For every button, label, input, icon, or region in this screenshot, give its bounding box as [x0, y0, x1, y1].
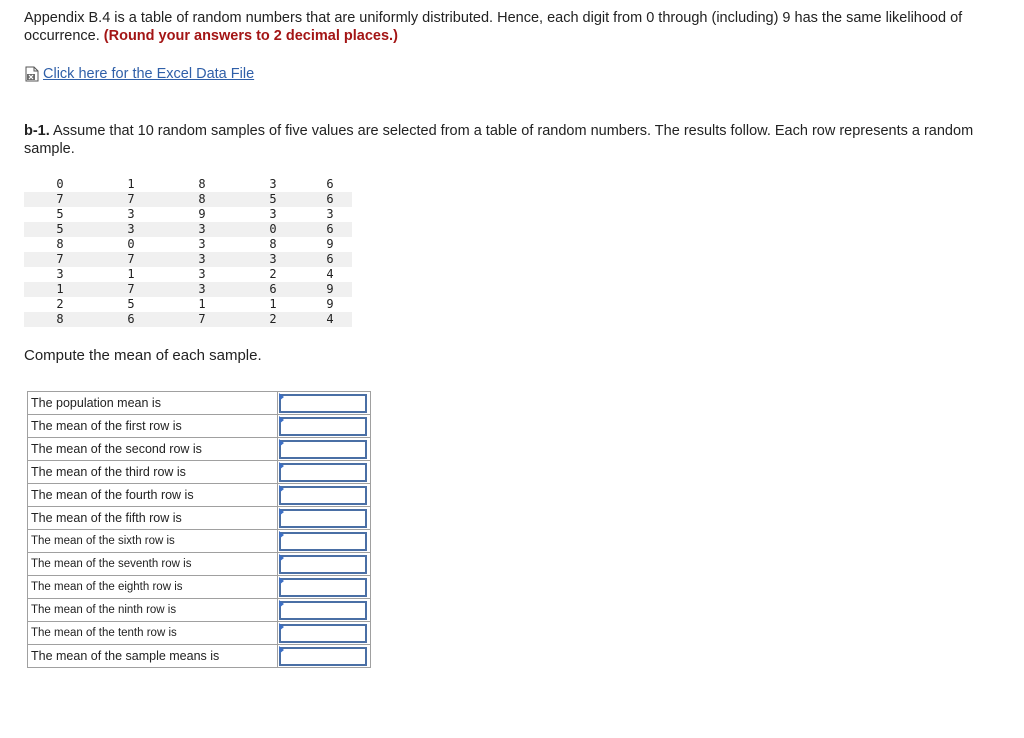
answer-input[interactable]	[279, 417, 367, 436]
sample-cell: 3	[166, 282, 238, 297]
sample-row	[24, 237, 352, 252]
answer-cell	[278, 415, 371, 438]
answer-input[interactable]	[279, 509, 367, 528]
answer-row	[28, 392, 371, 415]
sample-cell: 2	[238, 312, 308, 327]
sample-cell: 8	[166, 192, 238, 207]
rounding-instruction: (Round your answers to 2 decimal places.)	[103, 28, 398, 44]
answer-cell	[278, 484, 371, 507]
answer-label: The mean of the tenth row is	[28, 622, 278, 645]
intro-text: Appendix B.4 is a table of random numbers that are uniformly distributed. Hence, each digit from 0 through (including) 9 has the same likelihood of occurrence.	[24, 10, 963, 44]
answer-input[interactable]	[279, 532, 367, 551]
answer-label: The mean of the ninth row is	[28, 599, 278, 622]
sample-cell: 6	[308, 252, 352, 267]
answer-input[interactable]	[279, 647, 367, 666]
answer-label: The mean of the fifth row is	[28, 507, 278, 530]
sample-row	[24, 192, 352, 207]
sample-cell: 9	[308, 282, 352, 297]
compute-instruction: Compute the mean of each sample.	[24, 347, 262, 364]
sample-cell: 3	[269, 177, 277, 191]
answer-cell	[278, 530, 371, 553]
answer-row	[28, 622, 371, 645]
sample-row	[24, 222, 352, 237]
sample-cell: 7	[24, 252, 96, 267]
answer-input[interactable]	[279, 394, 367, 413]
sample-cell: 8	[56, 237, 64, 251]
answer-label: The mean of the first row is	[28, 415, 278, 438]
sample-cell: 6	[238, 282, 308, 297]
sample-cell: 4	[308, 312, 352, 327]
required-marker-icon	[279, 485, 284, 493]
answer-label: The mean of the eighth row is	[28, 576, 278, 599]
answer-cell	[278, 576, 371, 599]
required-marker-icon	[279, 554, 284, 562]
answer-cell	[278, 553, 371, 576]
answer-row	[28, 530, 371, 553]
sample-row	[24, 177, 352, 192]
required-marker-icon	[279, 531, 284, 539]
sample-cell: 9	[326, 237, 334, 251]
answer-row	[28, 415, 371, 438]
answer-row	[28, 507, 371, 530]
answer-cell	[278, 645, 371, 668]
sample-cell: 5	[24, 222, 96, 237]
sample-cell: 1	[24, 282, 96, 297]
sample-cell: 7	[166, 312, 238, 327]
answer-input[interactable]	[279, 486, 367, 505]
required-marker-icon	[279, 393, 284, 401]
answer-row	[28, 461, 371, 484]
sample-cell: 6	[96, 312, 166, 327]
answer-input[interactable]	[279, 440, 367, 459]
sample-cell: 6	[326, 177, 334, 191]
sample-cell: 1	[127, 177, 135, 191]
sample-cell: 0	[238, 222, 308, 237]
answer-cell	[278, 392, 371, 415]
required-marker-icon	[279, 462, 284, 470]
sample-cell: 7	[96, 282, 166, 297]
part-id: b-1.	[24, 123, 50, 139]
sample-cell: 3	[198, 267, 206, 281]
sample-cell: 3	[127, 207, 135, 221]
required-marker-icon	[279, 600, 284, 608]
sample-cell: 5	[127, 297, 135, 311]
sample-cell: 7	[96, 192, 166, 207]
sample-cell: 9	[198, 207, 206, 221]
sample-cell: 3	[56, 267, 64, 281]
answer-label: The mean of the sixth row is	[28, 530, 278, 553]
sample-cell: 0	[127, 237, 135, 251]
required-marker-icon	[279, 508, 284, 516]
part-text: Assume that 10 random samples of five values are selected from a table of random numbers. The results follow. Each row represents a random sample.	[24, 123, 974, 157]
excel-link-label[interactable]: Click here for the Excel Data File	[43, 66, 255, 82]
sample-cell: 7	[24, 192, 96, 207]
sample-row	[24, 252, 352, 267]
sample-cell: 6	[308, 222, 352, 237]
sample-cell: 3	[269, 207, 277, 221]
sample-row	[24, 282, 352, 297]
answer-table	[27, 391, 371, 668]
answer-row	[28, 599, 371, 622]
sample-cell: 0	[56, 177, 64, 191]
answer-input[interactable]	[279, 463, 367, 482]
sample-row	[24, 267, 352, 282]
excel-file-icon	[24, 66, 40, 82]
answer-cell	[278, 622, 371, 645]
sample-cell: 6	[308, 192, 352, 207]
required-marker-icon	[279, 623, 284, 631]
part-b1-prompt	[24, 122, 1004, 158]
sample-cell: 3	[166, 252, 238, 267]
answer-row	[28, 645, 371, 668]
sample-cell: 4	[326, 267, 334, 281]
sample-cell: 8	[269, 237, 277, 251]
answer-cell	[278, 599, 371, 622]
sample-cell: 7	[96, 252, 166, 267]
sample-row	[24, 207, 352, 222]
answer-input[interactable]	[279, 578, 367, 597]
random-samples-table	[24, 177, 352, 327]
answer-input[interactable]	[279, 555, 367, 574]
answer-label: The population mean is	[28, 392, 278, 415]
sample-cell: 3	[96, 222, 166, 237]
sample-cell: 5	[56, 207, 64, 221]
sample-row	[24, 297, 352, 312]
sample-cell: 9	[326, 297, 334, 311]
answer-cell	[278, 507, 371, 530]
sample-cell: 1	[198, 297, 206, 311]
answer-row	[28, 438, 371, 461]
answer-input[interactable]	[279, 624, 367, 643]
sample-cell: 8	[198, 177, 206, 191]
sample-row	[24, 312, 352, 327]
answer-input[interactable]	[279, 601, 367, 620]
sample-cell: 8	[24, 312, 96, 327]
required-marker-icon	[279, 646, 284, 654]
answer-row	[28, 553, 371, 576]
excel-data-link[interactable]	[24, 66, 254, 82]
sample-cell: 2	[269, 267, 277, 281]
sample-cell: 1	[269, 297, 277, 311]
answer-label: The mean of the fourth row is	[28, 484, 278, 507]
answer-label: The mean of the seventh row is	[28, 553, 278, 576]
sample-cell: 3	[198, 237, 206, 251]
intro-paragraph	[24, 9, 1004, 45]
sample-cell: 1	[127, 267, 135, 281]
answer-label: The mean of the second row is	[28, 438, 278, 461]
answer-row	[28, 484, 371, 507]
sample-cell: 3	[326, 207, 334, 221]
sample-cell: 2	[56, 297, 64, 311]
answer-cell	[278, 461, 371, 484]
required-marker-icon	[279, 416, 284, 424]
answer-label: The mean of the third row is	[28, 461, 278, 484]
answer-row	[28, 576, 371, 599]
sample-cell: 3	[238, 252, 308, 267]
required-marker-icon	[279, 577, 284, 585]
required-marker-icon	[279, 439, 284, 447]
answer-cell	[278, 438, 371, 461]
answer-label: The mean of the sample means is	[28, 645, 278, 668]
sample-cell: 3	[166, 222, 238, 237]
sample-cell: 5	[238, 192, 308, 207]
